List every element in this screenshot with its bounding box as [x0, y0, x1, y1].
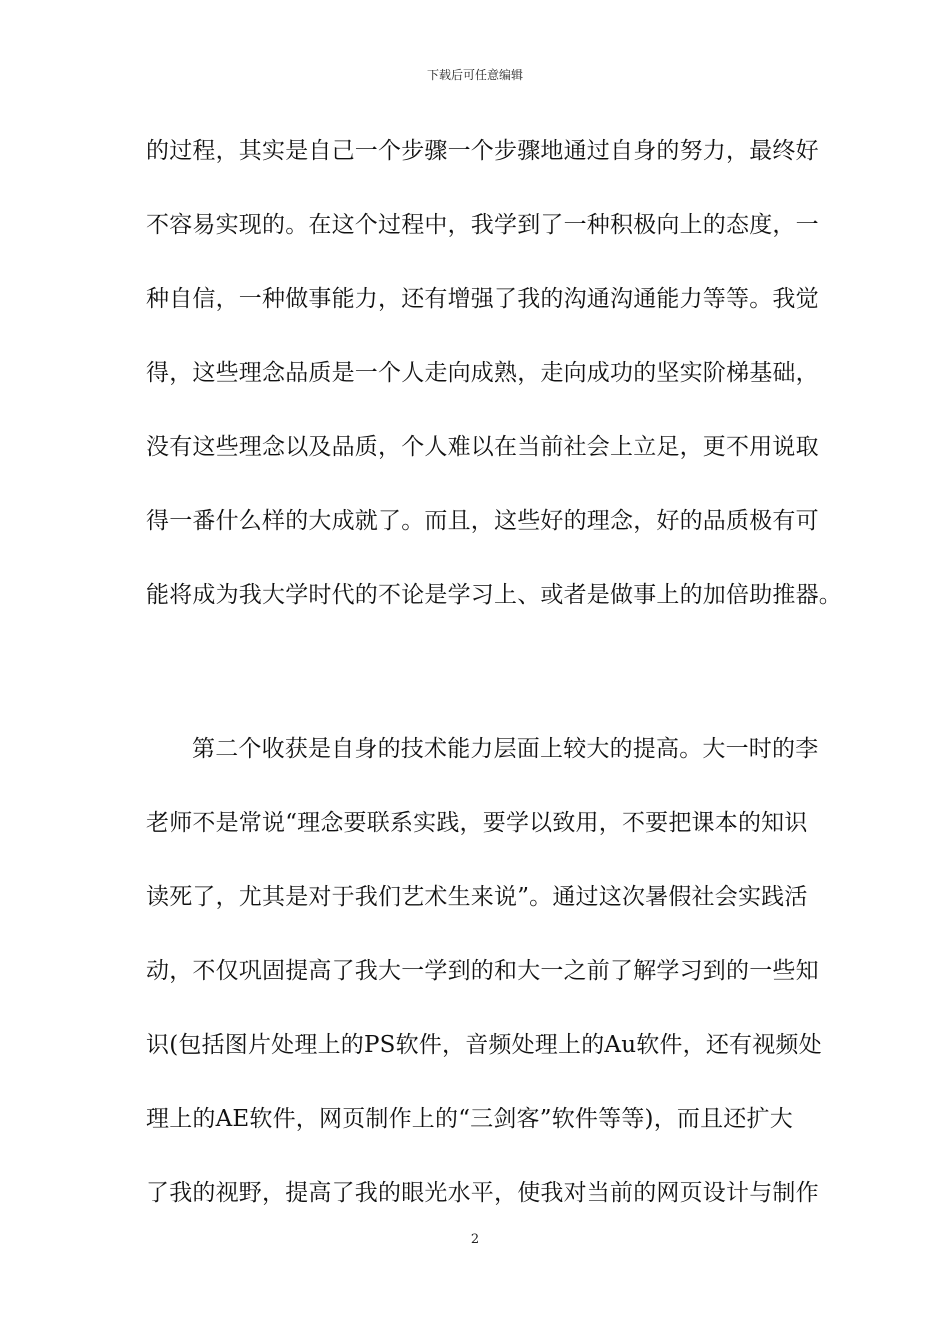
paragraph-2-line-6: 理上的AE软件，网页制作上的“三剑客”软件等等)，而且还扩大	[146, 1106, 793, 1132]
paragraph-1-line-5: 没有这些理念以及品质，个人难以在当前社会上立足，更不用说取	[146, 434, 819, 460]
paragraph-1-line-3: 种自信，一种做事能力，还有增强了我的沟通沟通能力等等。我觉	[146, 286, 819, 312]
paragraph-1-line-4: 得，这些理念品质是一个人走向成熟，走向成功的坚实阶梯基础，	[146, 360, 819, 386]
paragraph-2-line-1: 第二个收获是自身的技术能力层面上较大的提高。大一时的李	[192, 736, 819, 762]
page-number: 2	[470, 1232, 480, 1247]
paragraph-2-line-3: 读死了，尤其是对于我们艺术生来说”。通过这次暑假社会实践活	[146, 884, 808, 910]
paragraph-2-line-2: 老师不是常说“理念要联系实践，要学以致用，不要把课本的知识	[146, 810, 808, 836]
paragraph-2-line-5: 识(包括图片处理上的PS软件，音频处理上的Au软件，还有视频处	[146, 1032, 822, 1058]
paragraph-1-line-7: 能将成为我大学时代的不论是学习上、或者是做事上的加倍助推器。	[146, 582, 842, 608]
paragraph-2-line-4: 动，不仅巩固提高了我大一学到的和大一之前了解学习到的一些知	[146, 958, 819, 984]
paragraph-2-line-7: 了我的视野，提高了我的眼光水平，使我对当前的网页设计与制作	[146, 1180, 819, 1206]
paragraph-1-line-1: 的过程，其实是自己一个步骤一个步骤地通过自身的努力，最终好	[146, 138, 819, 164]
page-header: 下载后可任意编辑	[426, 68, 523, 82]
paragraph-1-line-6: 得一番什么样的大成就了。而且，这些好的理念，好的品质极有可	[146, 508, 819, 534]
paragraph-1-line-2: 不容易实现的。在这个过程中，我学到了一种积极向上的态度，一	[146, 212, 819, 238]
